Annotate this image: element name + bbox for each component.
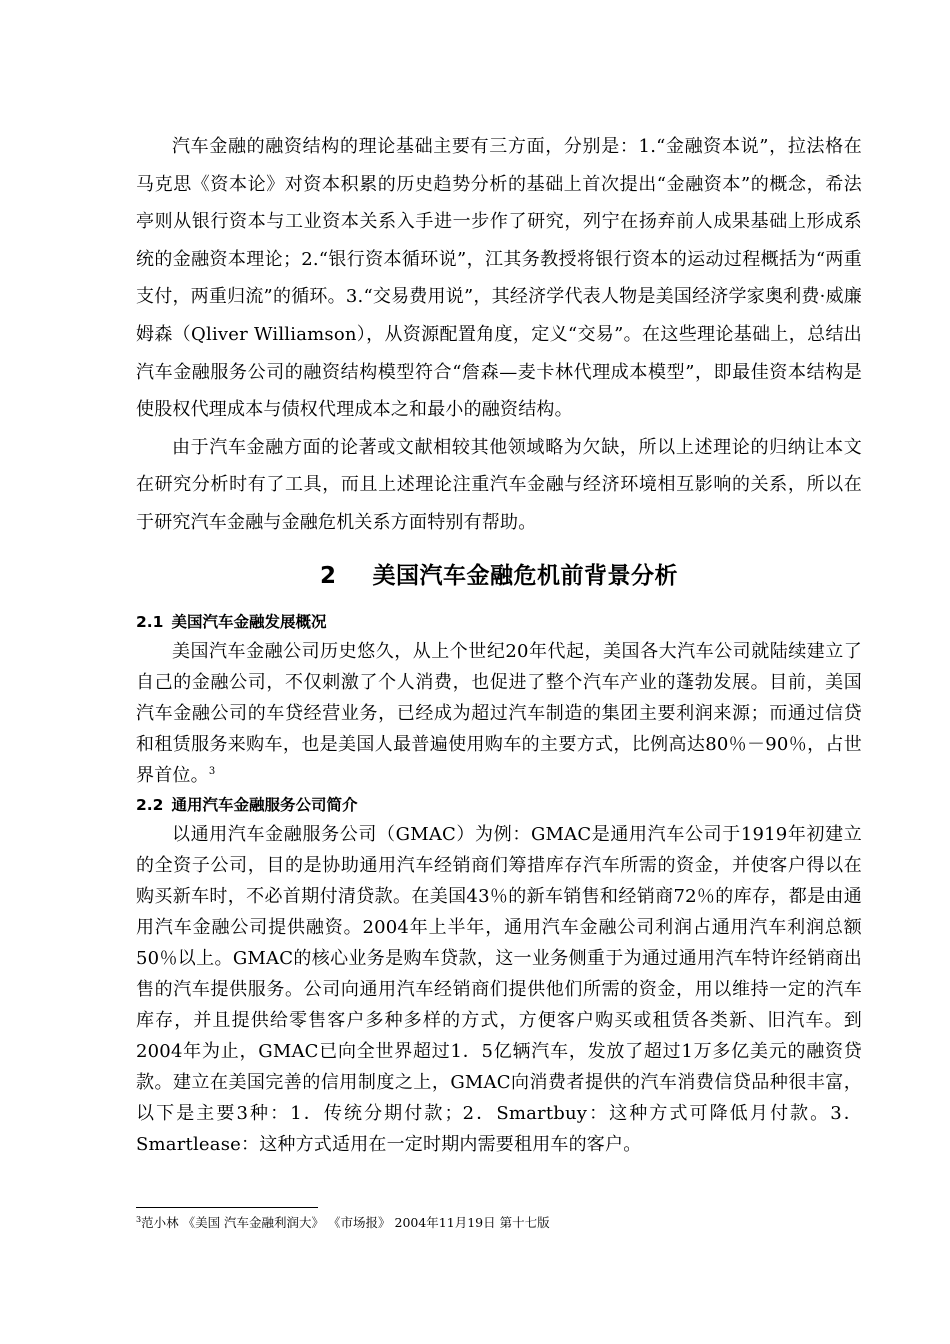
footnote <box>136 1214 862 1232</box>
paragraph-significance: 由于汽车金融方面的论著或文献相较其他领域略为欠缺，所以上述理论的归纳让本文在研究分析时有了工具，而且上述理论注重汽车金融与经济环境相互影响的关系，所以在于研究汽车金融与金融危机关系方面特别有帮助。 <box>136 436 862 533</box>
chapter-title: 美国汽车金融危机前背景分析 <box>372 562 678 589</box>
footnote-text: 范小林 《美国 汽车金融利润大》 《市场报》 2004年11月19日 第十七版 <box>141 1215 550 1230</box>
chapter-heading <box>136 556 862 596</box>
section-number: 2.1 <box>136 612 164 631</box>
paragraph-theory: 汽车金融的融资结构的理论基础主要有三方面，分别是：1.“金融资本说”，拉法格在马克思《资本论》对资本积累的历史趋势分析的基础上首次提出“金融资本”的概念，希法亭则从银行资本与工业资本关系入手进一步作了研究，列宁在扬弃前人成果基础上形成系统的金融资本理论；2.“银行资本循环说”，江其务教授将银行资本的运动过程概括为“两重支付，两重归流”的循环。3.“交易费用说”，其经济学代表人物是美国经济学家奥利费·威廉姆森（Qliver Williamson），从资源配置角度，定义“交易”。在这些理论基础上，总结出汽车金融服务公司的融资结构模型符合“詹森—麦卡林代理成本模型”，即最佳资本结构是使股权代理成本与债权代理成本之和最小的融资结构。 <box>136 136 862 421</box>
chapter-number: 2 <box>319 562 337 589</box>
section-heading-2-1 <box>136 608 862 636</box>
section-title: 美国汽车金融发展概况 <box>171 612 327 631</box>
section-title: 通用汽车金融服务公司简介 <box>171 795 358 814</box>
footnote-divider <box>136 1207 318 1208</box>
paragraph-gmac: 以通用汽车金融服务公司（GMAC）为例：GMAC是通用汽车公司于1919年初建立的全资子公司，目的是协助通用汽车经销商们筹措库存汽车所需的资金，并使客户得以在购买新车时，不必首期付清贷款。在美国43％的新车销售和经销商72％的库存，都是由通用汽车金融公司提供融资。2004年上半年，通用汽车金融公司利润占通用汽车利润总额50％以上。GMAC的核心业务是购车贷款，这一业务侧重于为通过通用汽车特许经销商出售的汽车提供服务。公司向通用汽车经销商们提供他们所需的资金，用以维持一定的汽车库存，并且提供给零售客户多种多样的方式，方便客户购买或租赁各类新、旧汽车。到2004年为止，GMAC已向全世界超过1．5亿辆汽车，发放了超过1万多亿美元的融资贷款。建立在美国完善的信用制度之上，GMAC向消费者提供的汽车消费信贷品种很丰富，以下是主要3种：1．传统分期付款；2．Smartbuy：这种方式可降低月付款。3．Smartlease：这种方式适用在一定时期内需要租用车的客户。 <box>136 823 862 1155</box>
section-heading-2-2 <box>136 791 862 819</box>
paragraph-us-auto-finance <box>136 636 862 791</box>
footnote-reference[interactable]: 3 <box>208 765 216 777</box>
footnote-marker: 3 <box>136 1214 142 1224</box>
section-number: 2.2 <box>136 795 164 814</box>
paragraph-text: 美国汽车金融公司历史悠久，从上个世纪20年代起，美国各大汽车公司就陆续建立了自己的金融公司，不仅刺激了个人消费，也促进了整个汽车产业的蓬勃发展。目前，美国汽车金融公司的车贷经营业务，已经成为超过汽车制造的集团主要利润来源；而通过信贷和租赁服务来购车，也是美国人最普遍使用购车的主要方式，比例高达80％－90％，占世界首位。 <box>136 640 862 786</box>
page-body <box>136 128 862 1160</box>
